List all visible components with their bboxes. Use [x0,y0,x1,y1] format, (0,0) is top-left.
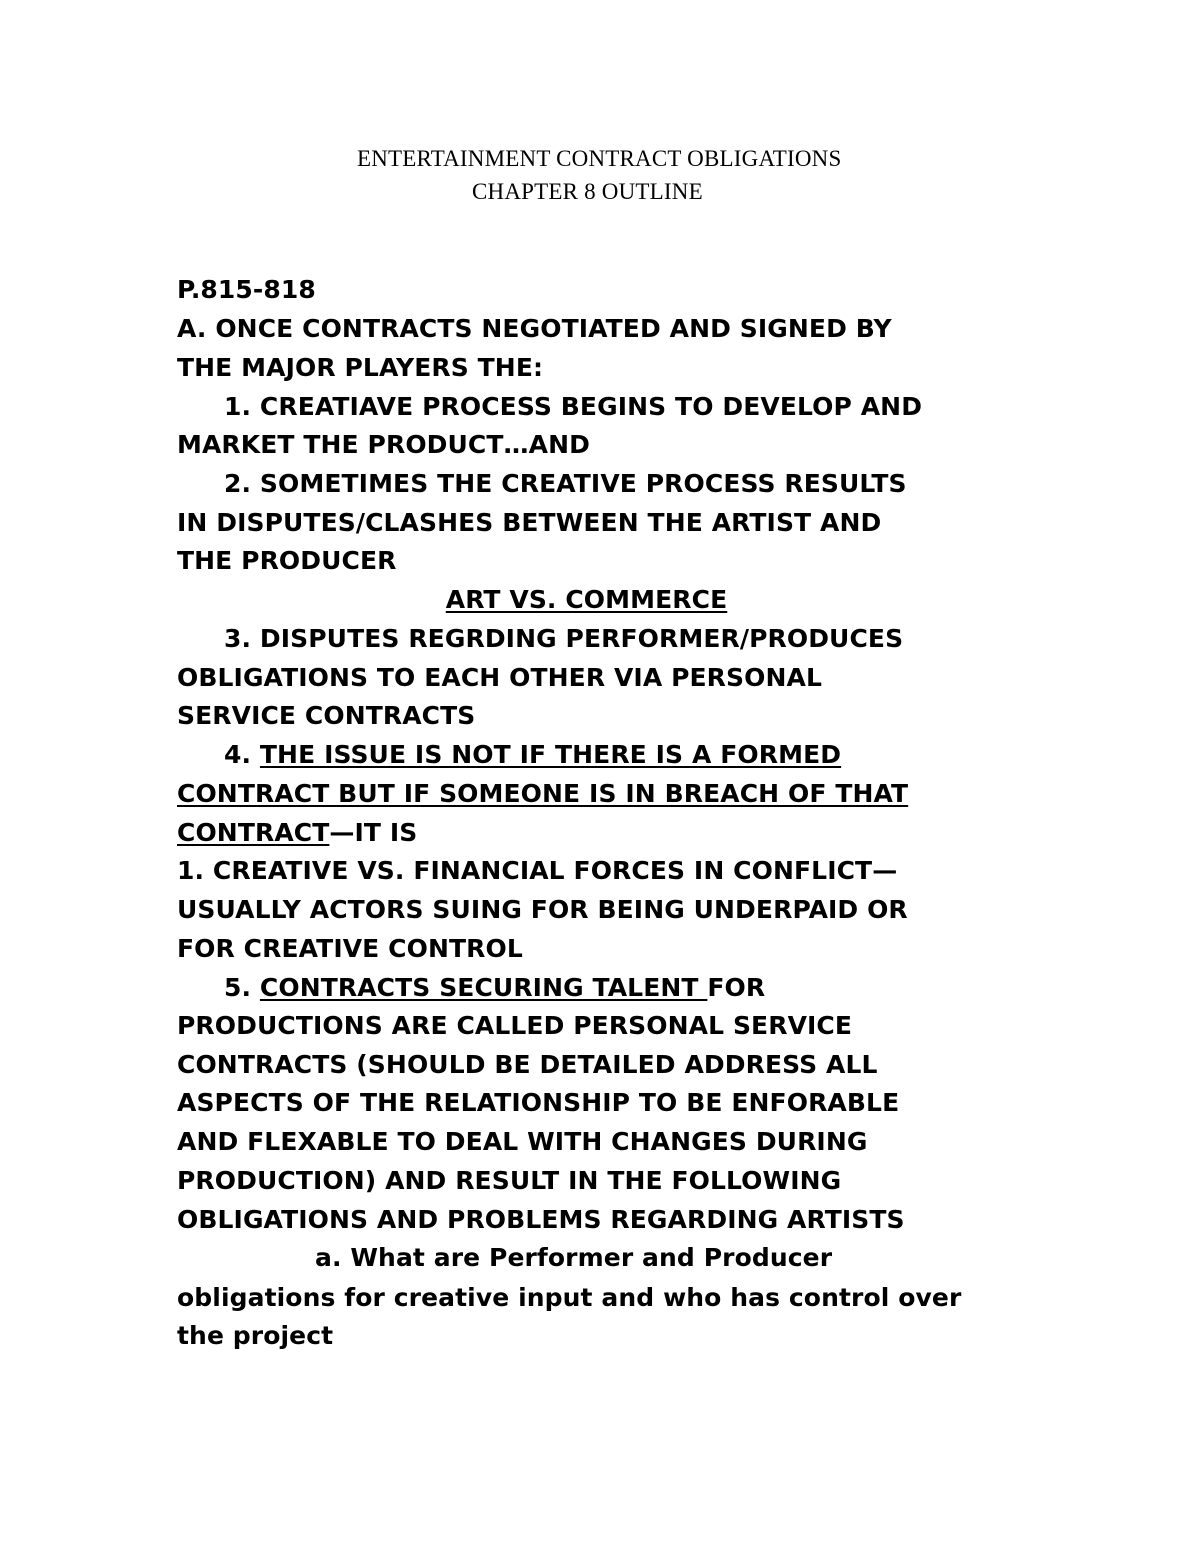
item-5-line-3: CONTRACTS (SHOULD BE DETAILED ADDRESS ALL [177,1050,878,1079]
item-1-line-1: 1. CREATIAVE PROCESS BEGINS TO DEVELOP AND [224,392,923,421]
item-3-line-3: SERVICE CONTRACTS [177,701,476,730]
item-5-rest: FOR [707,973,766,1002]
item-4-line-1 [224,742,841,767]
art-vs-commerce-text: ART VS. COMMERCE [445,585,728,614]
item-5-line-2: PRODUCTIONS ARE CALLED PERSONAL SERVICE [177,1011,853,1040]
item-4-line-2 [177,781,908,806]
item-4-number: 4. [224,740,260,769]
sub-a-line-2: obligations for creative input and who has control over [177,1283,962,1312]
item-1-line-2: MARKET THE PRODUCT…AND [177,430,590,459]
chapter-subtitle: CHAPTER 8 OUTLINE [472,179,703,204]
page-range: P.815-818 [177,275,316,304]
item-4-underlined-2: CONTRACT BUT IF SOMEONE IS IN BREACH OF THAT [177,779,909,808]
item-2-line-1: 2. SOMETIMES THE CREATIVE PROCESS RESULTS [224,469,907,498]
item-4-rest: —IT IS [329,818,418,847]
item-4-underlined-1: THE ISSUE IS NOT IF THERE IS A FORMED [259,740,842,769]
art-vs-commerce-heading [0,587,1173,612]
item-5-underlined: CONTRACTS SECURING TALENT [259,973,708,1002]
sub-1-line-1: 1. CREATIVE VS. FINANCIAL FORCES IN CONFLICT— [177,856,898,885]
item-5-line-7: OBLIGATIONS AND PROBLEMS REGARDING ARTISTS [177,1205,905,1234]
document-title: ENTERTAINMENT CONTRACT OBLIGATIONS [357,146,842,171]
item-2-line-2: IN DISPUTES/CLASHES BETWEEN THE ARTIST AND [177,508,882,537]
item-5-line-4: ASPECTS OF THE RELATIONSHIP TO BE ENFORABLE [177,1088,900,1117]
sub-1-line-3: FOR CREATIVE CONTROL [177,934,523,963]
item-5-line-6: PRODUCTION) AND RESULT IN THE FOLLOWING [177,1166,842,1195]
item-4-line-3 [177,820,417,845]
item-5-line-5: AND FLEXABLE TO DEAL WITH CHANGES DURING [177,1127,868,1156]
section-a-line-2: THE MAJOR PLAYERS THE: [177,353,544,382]
item-3-line-2: OBLIGATIONS TO EACH OTHER VIA PERSONAL [177,663,822,692]
item-5-number: 5. [224,973,260,1002]
item-3-line-1: 3. DISPUTES REGRDING PERFORMER/PRODUCES [224,624,904,653]
sub-a-line-1: a. What are Performer and Producer [315,1243,833,1272]
item-2-line-3: THE PRODUCER [177,546,397,575]
item-5-line-1 [224,975,765,1000]
item-4-underlined-3: CONTRACT [177,818,330,847]
sub-1-line-2: USUALLY ACTORS SUING FOR BEING UNDERPAID OR [177,895,908,924]
sub-a-line-3: the project [177,1321,334,1350]
section-a-line-1: A. ONCE CONTRACTS NEGOTIATED AND SIGNED BY [177,314,892,343]
